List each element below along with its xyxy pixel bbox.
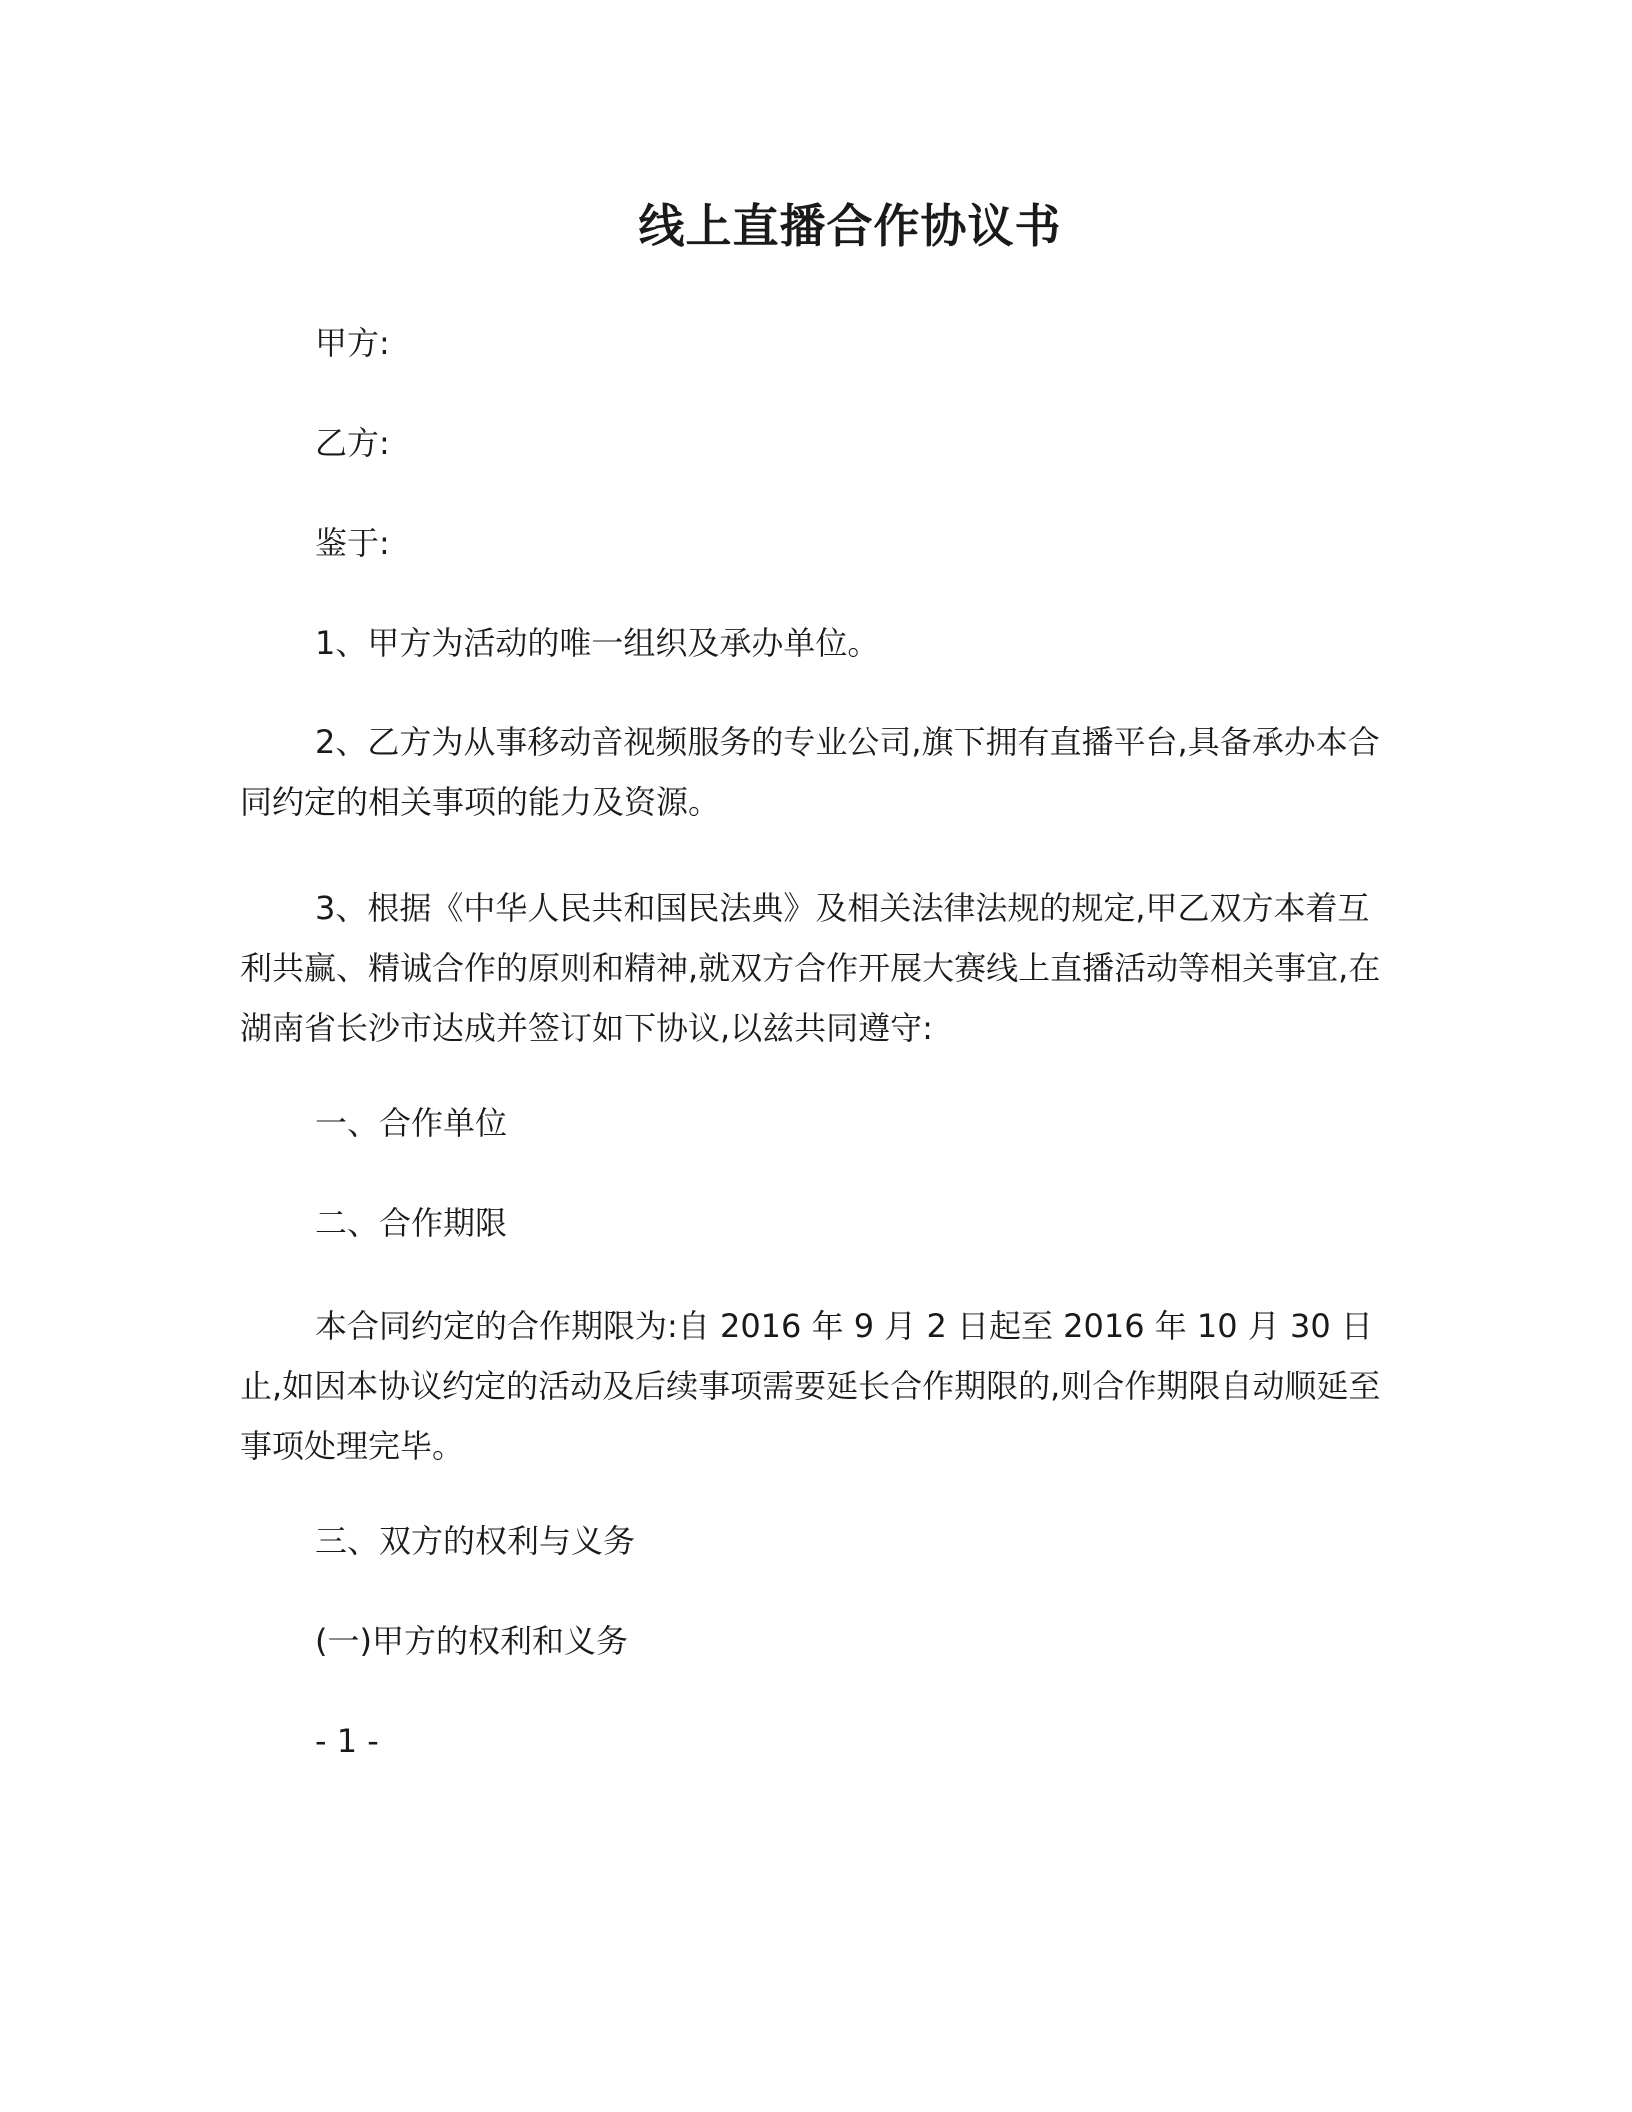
subsection-party-a-rights: (一)甲方的权利和义务 xyxy=(315,1622,628,1660)
section-cooperation-units: 一、合作单位 xyxy=(315,1104,508,1142)
document-title: 线上直播合作协议书 xyxy=(638,199,1062,253)
whereas-item-2: 2、乙方为从事移动音视频服务的专业公司,旗下拥有直播平台,具备承办本合同约定的相关事项的能力及资源。 xyxy=(240,723,1380,821)
cooperation-term-text: 本合同约定的合作期限为:自 2016 年 9 月 2 日起至 2016 年 10 月 30 日止,如因本协议约定的活动及后续事项需要延长合作期限的,则合作期限自动顺延至事项处理完毕。 xyxy=(240,1307,1381,1465)
page-number: - 1 - xyxy=(315,1722,379,1760)
section-cooperation-term: 二、合作期限 xyxy=(315,1204,508,1242)
party-a-label: 甲方: xyxy=(315,324,390,362)
section-rights-obligations: 三、双方的权利与义务 xyxy=(315,1522,636,1560)
whereas-label: 鉴于: xyxy=(315,524,390,562)
party-b-label: 乙方: xyxy=(315,424,390,462)
whereas-item-1: 1、甲方为活动的唯一组织及承办单位。 xyxy=(315,624,880,662)
whereas-item-3: 3、根据《中华人民共和国民法典》及相关法律法规的规定,甲乙双方本着互利共赢、精诚合作的原则和精神,就双方合作开展大赛线上直播活动等相关事宜,在湖南省长沙市达成并签订如下协议,以兹共同遵守: xyxy=(240,889,1381,1047)
